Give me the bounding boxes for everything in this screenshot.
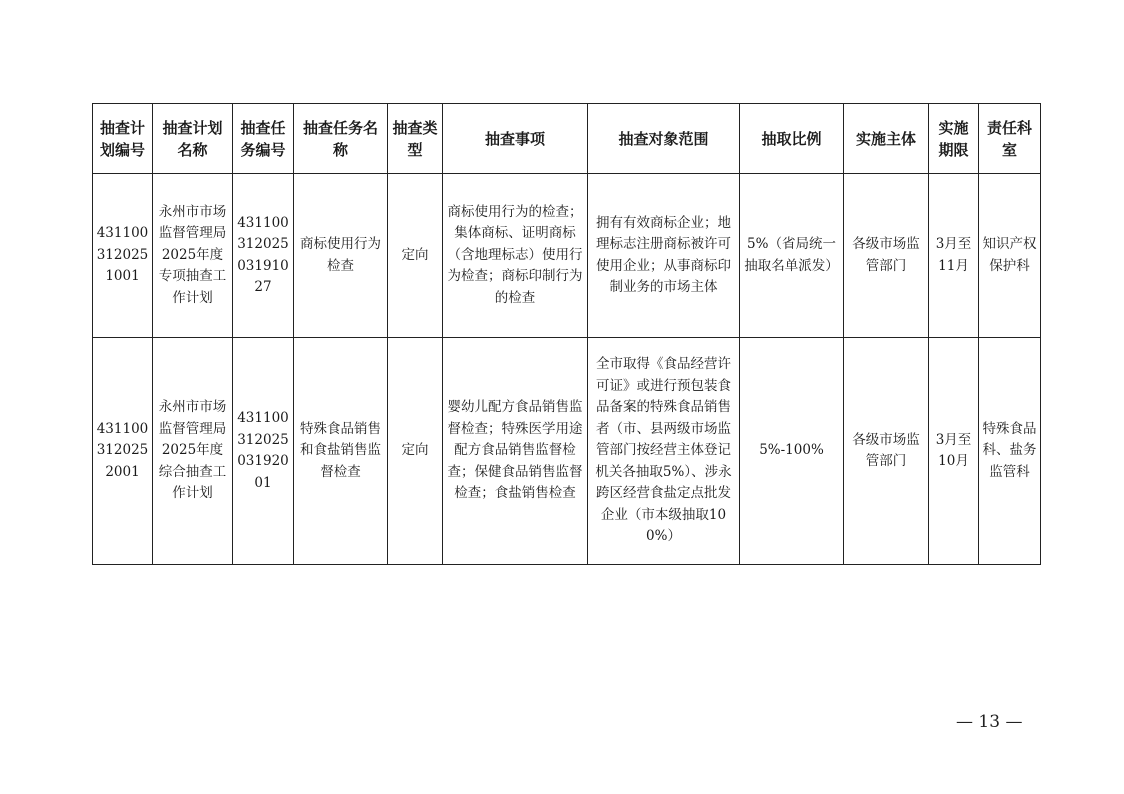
cell-sampling-ratio: 5%-100%	[740, 338, 844, 565]
spot-check-plan-table	[92, 103, 1041, 565]
header-sampling-ratio: 抽取比例	[740, 104, 844, 174]
cell-sampling-ratio: 5%（省局统一抽取名单派发）	[740, 174, 844, 338]
table-row	[93, 174, 1041, 338]
cell-task-name: 商标使用行为检查	[294, 174, 388, 338]
cell-implementer: 各级市场监管部门	[844, 338, 929, 565]
table-header-row	[93, 104, 1041, 174]
cell-task-name: 特殊食品销售和食盐销售监督检查	[294, 338, 388, 565]
header-responsible-dept: 责任科室	[979, 104, 1041, 174]
cell-period: 3月至10月	[929, 338, 979, 565]
header-implementer: 实施主体	[844, 104, 929, 174]
cell-check-type: 定向	[388, 174, 443, 338]
cell-check-items: 商标使用行为的检查；集体商标、证明商标（含地理标志）使用行为检查；商标印制行为的检查	[443, 174, 588, 338]
cell-plan-number: 4311003120251001	[93, 174, 153, 338]
header-period: 实施期限	[929, 104, 979, 174]
header-check-items: 抽查事项	[443, 104, 588, 174]
header-plan-name: 抽查计划名称	[153, 104, 233, 174]
cell-implementer: 各级市场监管部门	[844, 174, 929, 338]
cell-plan-number: 4311003120252001	[93, 338, 153, 565]
cell-period: 3月至11月	[929, 174, 979, 338]
cell-task-number: 43110031202503192001	[233, 338, 294, 565]
header-check-type: 抽查类型	[388, 104, 443, 174]
header-object-scope: 抽查对象范围	[588, 104, 740, 174]
header-plan-number: 抽查计划编号	[93, 104, 153, 174]
header-task-number: 抽查任务编号	[233, 104, 294, 174]
table-row	[93, 338, 1041, 565]
cell-responsible-dept: 特殊食品科、盐务监管科	[979, 338, 1041, 565]
cell-task-number: 43110031202503191027	[233, 174, 294, 338]
page-number: — 13 —	[956, 712, 1023, 732]
cell-check-items: 婴幼儿配方食品销售监督检查；特殊医学用途配方食品销售监督检查；保健食品销售监督检查；食盐销售检查	[443, 338, 588, 565]
cell-object-scope: 拥有有效商标企业；地理标志注册商标被许可使用企业；从事商标印制业务的市场主体	[588, 174, 740, 338]
cell-responsible-dept: 知识产权保护科	[979, 174, 1041, 338]
header-task-name: 抽查任务名称	[294, 104, 388, 174]
cell-plan-name: 永州市市场监督管理局2025年度专项抽查工作计划	[153, 174, 233, 338]
cell-plan-name: 永州市市场监督管理局2025年度综合抽查工作计划	[153, 338, 233, 565]
cell-check-type: 定向	[388, 338, 443, 565]
cell-object-scope: 全市取得《食品经营许可证》或进行预包装食品备案的特殊食品销售者（市、县两级市场监管部门按经营主体登记机关各抽取5%）、涉永跨区经营食盐定点批发企业（市本级抽取100%）	[588, 338, 740, 565]
